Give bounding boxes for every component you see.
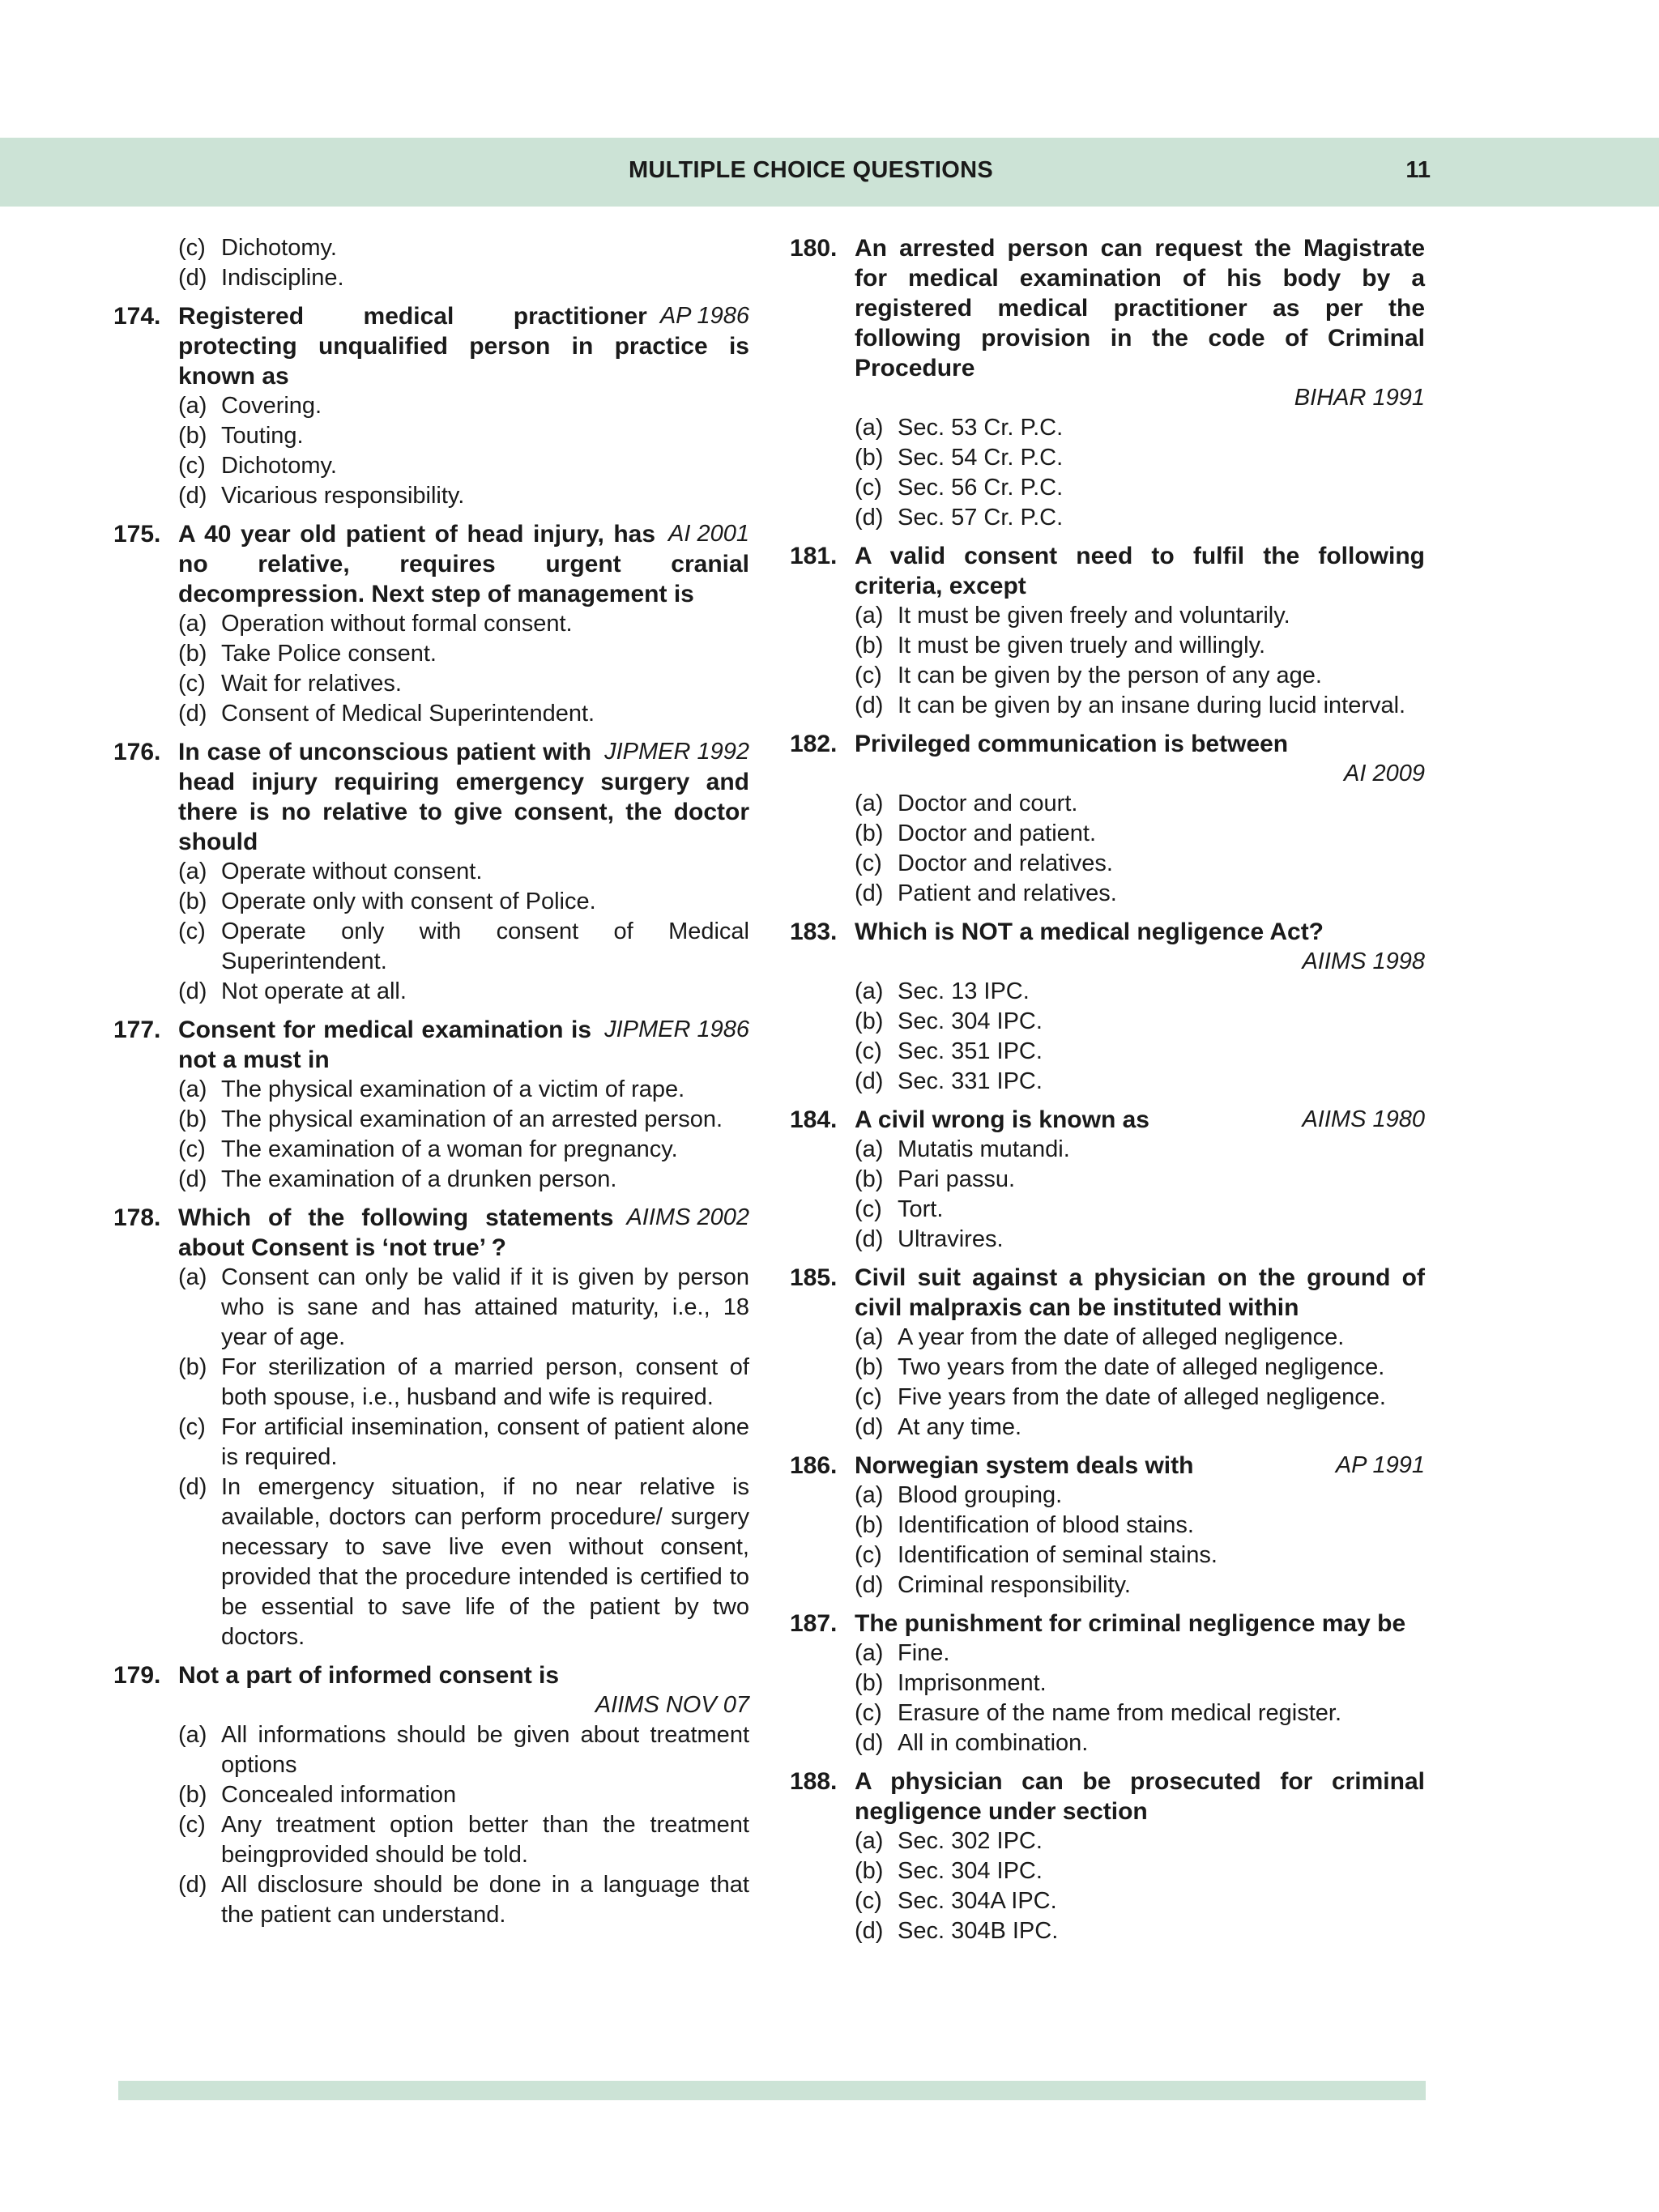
option bbox=[113, 421, 749, 451]
option bbox=[113, 977, 749, 1007]
exam-source: AP 1991 bbox=[1335, 1452, 1425, 1478]
option-text: Patient and relatives. bbox=[898, 880, 1117, 906]
option bbox=[790, 631, 1425, 661]
question-174 bbox=[113, 301, 749, 511]
question-number: 177. bbox=[113, 1016, 161, 1043]
option bbox=[790, 1195, 1425, 1225]
option-key: (d) bbox=[855, 880, 884, 906]
question-text: Registered medical practitioner protecting unqualified person in practice is known as bbox=[178, 303, 749, 390]
option-text: The physical examination of an arrested person. bbox=[221, 1106, 723, 1132]
option bbox=[113, 1780, 749, 1810]
option-text: Ultravires. bbox=[898, 1226, 1004, 1252]
question-number: 178. bbox=[113, 1204, 161, 1231]
option-key: (d) bbox=[855, 1226, 884, 1252]
option-key: (c) bbox=[855, 475, 882, 501]
option-key: (b) bbox=[855, 1166, 884, 1192]
option bbox=[790, 1571, 1425, 1600]
option-key: (b) bbox=[178, 423, 207, 449]
option-text: Doctor and patient. bbox=[898, 820, 1097, 846]
option-text: The examination of a woman for pregnancy. bbox=[221, 1136, 678, 1162]
question-number: 186. bbox=[790, 1452, 838, 1479]
option bbox=[113, 1810, 749, 1870]
option-text: Sec. 54 Cr. P.C. bbox=[898, 445, 1064, 471]
question-number: 188. bbox=[790, 1768, 838, 1795]
exam-source: AIIMS 2002 bbox=[626, 1204, 749, 1230]
question-178 bbox=[113, 1203, 749, 1652]
option-text: All informations should be given about treatment options bbox=[221, 1722, 749, 1778]
question-number: 182. bbox=[790, 731, 838, 757]
question-text: In case of unconscious patient with head injury requiring emergency surgery and there is no relative to give consent, the doctor should bbox=[178, 739, 749, 855]
option bbox=[790, 1856, 1425, 1886]
option-text: At any time. bbox=[898, 1414, 1022, 1440]
option bbox=[790, 1511, 1425, 1541]
option-text: Dichotomy. bbox=[221, 453, 337, 479]
question-stem bbox=[790, 1105, 1425, 1135]
option-key: (c) bbox=[178, 1136, 206, 1162]
option-text: Sec. 302 IPC. bbox=[898, 1828, 1043, 1854]
option-key: (c) bbox=[855, 1542, 882, 1568]
option-text: All in combination. bbox=[898, 1730, 1089, 1756]
option-key: (a) bbox=[855, 1482, 884, 1508]
option bbox=[790, 1826, 1425, 1856]
right-question-list bbox=[790, 233, 1425, 1946]
question-181 bbox=[790, 541, 1425, 721]
option bbox=[790, 1037, 1425, 1067]
option-text: Take Police consent. bbox=[221, 641, 437, 667]
option bbox=[790, 879, 1425, 909]
option-text: Operation without formal consent. bbox=[221, 611, 573, 637]
question-stem bbox=[113, 301, 749, 391]
option-text: Sec. 13 IPC. bbox=[898, 978, 1030, 1004]
option-key: (c) bbox=[855, 1384, 882, 1410]
question-179 bbox=[113, 1660, 749, 1930]
question-stem bbox=[790, 1609, 1425, 1639]
right-column bbox=[790, 233, 1425, 1954]
question-stem bbox=[790, 917, 1425, 977]
question-text: Not a part of informed consent is bbox=[178, 1662, 560, 1689]
question-185 bbox=[790, 1263, 1425, 1443]
option-text: Sec. 53 Cr. P.C. bbox=[898, 415, 1064, 441]
option-text: Tort. bbox=[898, 1196, 944, 1222]
question-177 bbox=[113, 1015, 749, 1195]
option bbox=[790, 1007, 1425, 1037]
exam-source: JIPMER 1986 bbox=[604, 1016, 749, 1042]
question-text: Consent for medical examination is not a must in bbox=[178, 1016, 592, 1073]
question-number: 184. bbox=[790, 1106, 838, 1133]
option bbox=[790, 977, 1425, 1007]
option bbox=[113, 1473, 749, 1652]
question-number: 185. bbox=[790, 1264, 838, 1291]
question-182 bbox=[790, 729, 1425, 909]
option bbox=[790, 691, 1425, 721]
option-text: Sec. 304A IPC. bbox=[898, 1888, 1057, 1914]
question-text: The punishment for criminal negligence may be bbox=[855, 1610, 1406, 1637]
option-key: (a) bbox=[178, 1722, 207, 1748]
option-key: (c) bbox=[855, 1888, 882, 1914]
exam-source: AI 2009 bbox=[1344, 761, 1425, 786]
option-key: (d) bbox=[855, 1068, 884, 1094]
option-text: Dichotomy. bbox=[221, 235, 337, 261]
option-text: Fine. bbox=[898, 1640, 950, 1666]
question-180 bbox=[790, 233, 1425, 533]
option-text: Sec. 351 IPC. bbox=[898, 1038, 1043, 1064]
option bbox=[113, 699, 749, 729]
option-key: (c) bbox=[855, 850, 882, 876]
option bbox=[113, 609, 749, 639]
question-183 bbox=[790, 917, 1425, 1097]
option-key: (b) bbox=[855, 1858, 884, 1884]
option-text: Sec. 304B IPC. bbox=[898, 1918, 1059, 1944]
option-key: (a) bbox=[178, 393, 207, 419]
question-184 bbox=[790, 1105, 1425, 1255]
question-text: A 40 year old patient of head injury, has no relative, requires urgent cranial decompression. Next step of management is bbox=[178, 521, 749, 607]
question-text: An arrested person can request the Magistrate for medical examination of his body by a registered medical practitioner as per the following provision in the code of Criminal Procedure bbox=[855, 235, 1425, 381]
option-text: Vicarious responsibility. bbox=[221, 483, 465, 509]
option bbox=[790, 1639, 1425, 1669]
option-key: (d) bbox=[178, 1474, 207, 1500]
option bbox=[113, 887, 749, 917]
question-text: Which is NOT a medical negligence Act? bbox=[855, 918, 1324, 945]
question-number: 176. bbox=[113, 739, 161, 765]
option-text: All disclosure should be done in a language that the patient can understand. bbox=[221, 1872, 749, 1928]
option bbox=[113, 1165, 749, 1195]
option-text: Wait for relatives. bbox=[221, 671, 402, 697]
question-stem bbox=[790, 541, 1425, 601]
option-key: (a) bbox=[855, 1640, 884, 1666]
option-text: It can be given by an insane during lucid interval. bbox=[898, 693, 1406, 718]
option-key: (c) bbox=[178, 1414, 206, 1440]
question-number: 179. bbox=[113, 1662, 161, 1689]
option-text: Consent of Medical Superintendent. bbox=[221, 701, 595, 727]
option-text: Mutatis mutandi. bbox=[898, 1136, 1070, 1162]
carryover-options bbox=[113, 233, 749, 293]
option-text: Identification of seminal stains. bbox=[898, 1542, 1218, 1568]
left-question-list bbox=[113, 301, 749, 1930]
question-text: Privileged communication is between bbox=[855, 731, 1289, 757]
option-text: For artificial insemination, consent of patient alone is required. bbox=[221, 1414, 749, 1470]
exam-source: JIPMER 1992 bbox=[604, 739, 749, 765]
option-key: (d) bbox=[855, 1572, 884, 1598]
option bbox=[790, 1728, 1425, 1758]
option bbox=[790, 1669, 1425, 1698]
option-key: (c) bbox=[178, 1812, 206, 1838]
option-text: Concealed information bbox=[221, 1782, 457, 1808]
question-number: 180. bbox=[790, 235, 838, 262]
option-text: Operate only with consent of Medical Superintendent. bbox=[221, 918, 749, 974]
option-text: Two years from the date of alleged negligence. bbox=[898, 1354, 1385, 1380]
question-stem bbox=[113, 1660, 749, 1720]
question-stem bbox=[790, 233, 1425, 413]
option-text: Covering. bbox=[221, 393, 322, 419]
option-key: (c) bbox=[855, 663, 882, 688]
option bbox=[790, 473, 1425, 503]
option-text: A year from the date of alleged negligence. bbox=[898, 1324, 1345, 1350]
question-176 bbox=[113, 737, 749, 1007]
option-key: (a) bbox=[855, 791, 884, 816]
option-text: Operate only with consent of Police. bbox=[221, 889, 596, 914]
option-text: It must be given truely and willingly. bbox=[898, 633, 1266, 658]
option bbox=[790, 1067, 1425, 1097]
option-text: Criminal responsibility. bbox=[898, 1572, 1131, 1598]
option-key: (b) bbox=[855, 820, 884, 846]
question-number: 187. bbox=[790, 1610, 838, 1637]
option bbox=[790, 1165, 1425, 1195]
running-header-title: MULTIPLE CHOICE QUESTIONS bbox=[628, 157, 994, 183]
option-key: (d) bbox=[855, 1918, 884, 1944]
option bbox=[113, 1720, 749, 1780]
option bbox=[790, 1698, 1425, 1728]
option-text: In emergency situation, if no near relative is available, doctors can perform procedure/ surgery necessary to save live even without consent, provided that the procedure intended is certified to be essential to save life of the patient by two doctors. bbox=[221, 1474, 749, 1650]
option bbox=[113, 917, 749, 977]
option bbox=[790, 1481, 1425, 1511]
option-key: (c) bbox=[178, 235, 206, 261]
option bbox=[113, 1870, 749, 1930]
option-key: (d) bbox=[178, 483, 207, 509]
question-text: A civil wrong is known as bbox=[855, 1106, 1149, 1133]
option-key: (b) bbox=[855, 1008, 884, 1034]
option-text: Not operate at all. bbox=[221, 978, 407, 1004]
option-key: (d) bbox=[178, 1872, 207, 1898]
option-text: Sec. 331 IPC. bbox=[898, 1068, 1043, 1094]
option-key: (a) bbox=[855, 603, 884, 629]
option-text: Doctor and court. bbox=[898, 791, 1078, 816]
question-stem bbox=[113, 519, 749, 609]
question-stem bbox=[790, 729, 1425, 789]
option-key: (b) bbox=[178, 641, 207, 667]
option-text: Five years from the date of alleged negligence. bbox=[898, 1384, 1386, 1410]
option-key: (c) bbox=[855, 1196, 882, 1222]
option-text: The physical examination of a victim of rape. bbox=[221, 1076, 685, 1102]
option-text: Operate without consent. bbox=[221, 859, 483, 884]
option-text: Sec. 57 Cr. P.C. bbox=[898, 505, 1064, 531]
option-key: (a) bbox=[178, 1264, 207, 1290]
option bbox=[790, 1383, 1425, 1413]
question-number: 174. bbox=[113, 303, 161, 330]
option-key: (b) bbox=[855, 1670, 884, 1696]
option bbox=[790, 601, 1425, 631]
option-key: (b) bbox=[178, 1106, 207, 1132]
page-number: 11 bbox=[1405, 157, 1431, 183]
option bbox=[113, 263, 749, 293]
option-key: (b) bbox=[178, 1354, 207, 1380]
option bbox=[790, 1225, 1425, 1255]
question-175 bbox=[113, 519, 749, 729]
option-key: (b) bbox=[855, 633, 884, 658]
option-text: Sec. 304 IPC. bbox=[898, 1008, 1043, 1034]
option bbox=[113, 1135, 749, 1165]
option bbox=[790, 443, 1425, 473]
option bbox=[113, 233, 749, 263]
question-186 bbox=[790, 1451, 1425, 1600]
question-stem bbox=[790, 1451, 1425, 1481]
option bbox=[790, 1323, 1425, 1353]
option-key: (a) bbox=[855, 978, 884, 1004]
exam-source: AIIMS 1980 bbox=[1302, 1106, 1425, 1132]
option-key: (b) bbox=[855, 1354, 884, 1380]
question-187 bbox=[790, 1609, 1425, 1758]
question-number: 183. bbox=[790, 918, 838, 945]
footer-band bbox=[118, 2081, 1426, 2100]
question-text: A physician can be prosecuted for criminal negligence under section bbox=[855, 1768, 1425, 1825]
option-text: Sec. 304 IPC. bbox=[898, 1858, 1043, 1884]
exam-source: BIHAR 1991 bbox=[1294, 385, 1425, 411]
option-text: It must be given freely and voluntarily. bbox=[898, 603, 1290, 629]
option bbox=[113, 391, 749, 421]
option bbox=[113, 857, 749, 887]
option bbox=[790, 1135, 1425, 1165]
option bbox=[790, 849, 1425, 879]
option-text: Indiscipline. bbox=[221, 265, 344, 291]
option-key: (b) bbox=[855, 1512, 884, 1538]
option-key: (c) bbox=[178, 671, 206, 697]
option bbox=[790, 503, 1425, 533]
option-key: (d) bbox=[178, 1166, 207, 1192]
option-key: (b) bbox=[855, 445, 884, 471]
option bbox=[113, 1075, 749, 1105]
option-key: (a) bbox=[855, 1828, 884, 1854]
option-text: Identification of blood stains. bbox=[898, 1512, 1194, 1538]
question-number: 175. bbox=[113, 521, 161, 548]
option bbox=[790, 1886, 1425, 1916]
option-key: (d) bbox=[178, 701, 207, 727]
option bbox=[113, 1105, 749, 1135]
option-key: (c) bbox=[178, 453, 206, 479]
option-text: Imprisonment. bbox=[898, 1670, 1047, 1696]
option-text: Pari passu. bbox=[898, 1166, 1016, 1192]
question-text: A valid consent need to fulfil the following criteria, except bbox=[855, 543, 1425, 599]
option bbox=[113, 451, 749, 481]
option-key: (a) bbox=[178, 611, 207, 637]
exam-source: AI 2001 bbox=[668, 521, 749, 547]
option-key: (d) bbox=[855, 505, 884, 531]
option-key: (c) bbox=[855, 1700, 882, 1726]
option-key: (a) bbox=[855, 1324, 884, 1350]
option-text: Consent can only be valid if it is given by person who is sane and has attained maturity, i.e., 18 year of age. bbox=[221, 1264, 749, 1350]
option bbox=[790, 1413, 1425, 1443]
option bbox=[790, 1916, 1425, 1946]
option bbox=[113, 639, 749, 669]
exam-source: AP 1986 bbox=[659, 303, 749, 329]
exam-source: AIIMS 1998 bbox=[1302, 948, 1425, 974]
option bbox=[790, 789, 1425, 819]
option-key: (d) bbox=[855, 1414, 884, 1440]
option-text: Doctor and relatives. bbox=[898, 850, 1113, 876]
option-text: For sterilization of a married person, consent of both spouse, i.e., husband and wife is required. bbox=[221, 1354, 749, 1410]
question-text: Norwegian system deals with bbox=[855, 1452, 1194, 1479]
exam-source: AIIMS NOV 07 bbox=[595, 1692, 749, 1718]
option bbox=[113, 1413, 749, 1473]
option bbox=[113, 669, 749, 699]
option-key: (a) bbox=[178, 1076, 207, 1102]
question-text: Civil suit against a physician on the ground of civil malpraxis can be instituted within bbox=[855, 1264, 1425, 1321]
option bbox=[790, 661, 1425, 691]
option-key: (a) bbox=[855, 415, 884, 441]
option-text: Blood grouping. bbox=[898, 1482, 1063, 1508]
question-stem bbox=[113, 737, 749, 857]
option bbox=[113, 481, 749, 511]
left-column bbox=[113, 233, 749, 1938]
option bbox=[790, 819, 1425, 849]
option-key: (a) bbox=[178, 859, 207, 884]
question-number: 181. bbox=[790, 543, 838, 569]
option bbox=[113, 1263, 749, 1353]
option-text: It can be given by the person of any age. bbox=[898, 663, 1322, 688]
option-key: (c) bbox=[855, 1038, 882, 1064]
option-text: Sec. 56 Cr. P.C. bbox=[898, 475, 1064, 501]
option-text: The examination of a drunken person. bbox=[221, 1166, 617, 1192]
option-key: (a) bbox=[855, 1136, 884, 1162]
option-text: Touting. bbox=[221, 423, 304, 449]
question-text: Which of the following statements about Consent is ‘not true’ ? bbox=[178, 1204, 614, 1261]
option-key: (c) bbox=[178, 918, 206, 944]
option-text: Erasure of the name from medical register. bbox=[898, 1700, 1342, 1726]
option bbox=[790, 413, 1425, 443]
option-key: (b) bbox=[178, 889, 207, 914]
question-stem bbox=[113, 1203, 749, 1263]
option-key: (b) bbox=[178, 1782, 207, 1808]
option-key: (d) bbox=[178, 978, 207, 1004]
question-188 bbox=[790, 1767, 1425, 1946]
option-text: Any treatment option better than the treatment beingprovided should be told. bbox=[221, 1812, 749, 1868]
option-key: (d) bbox=[178, 265, 207, 291]
option bbox=[790, 1353, 1425, 1383]
option bbox=[790, 1541, 1425, 1571]
question-stem bbox=[113, 1015, 749, 1075]
question-stem bbox=[790, 1767, 1425, 1826]
option-key: (d) bbox=[855, 1730, 884, 1756]
option bbox=[113, 1353, 749, 1413]
question-stem bbox=[790, 1263, 1425, 1323]
option-key: (d) bbox=[855, 693, 884, 718]
